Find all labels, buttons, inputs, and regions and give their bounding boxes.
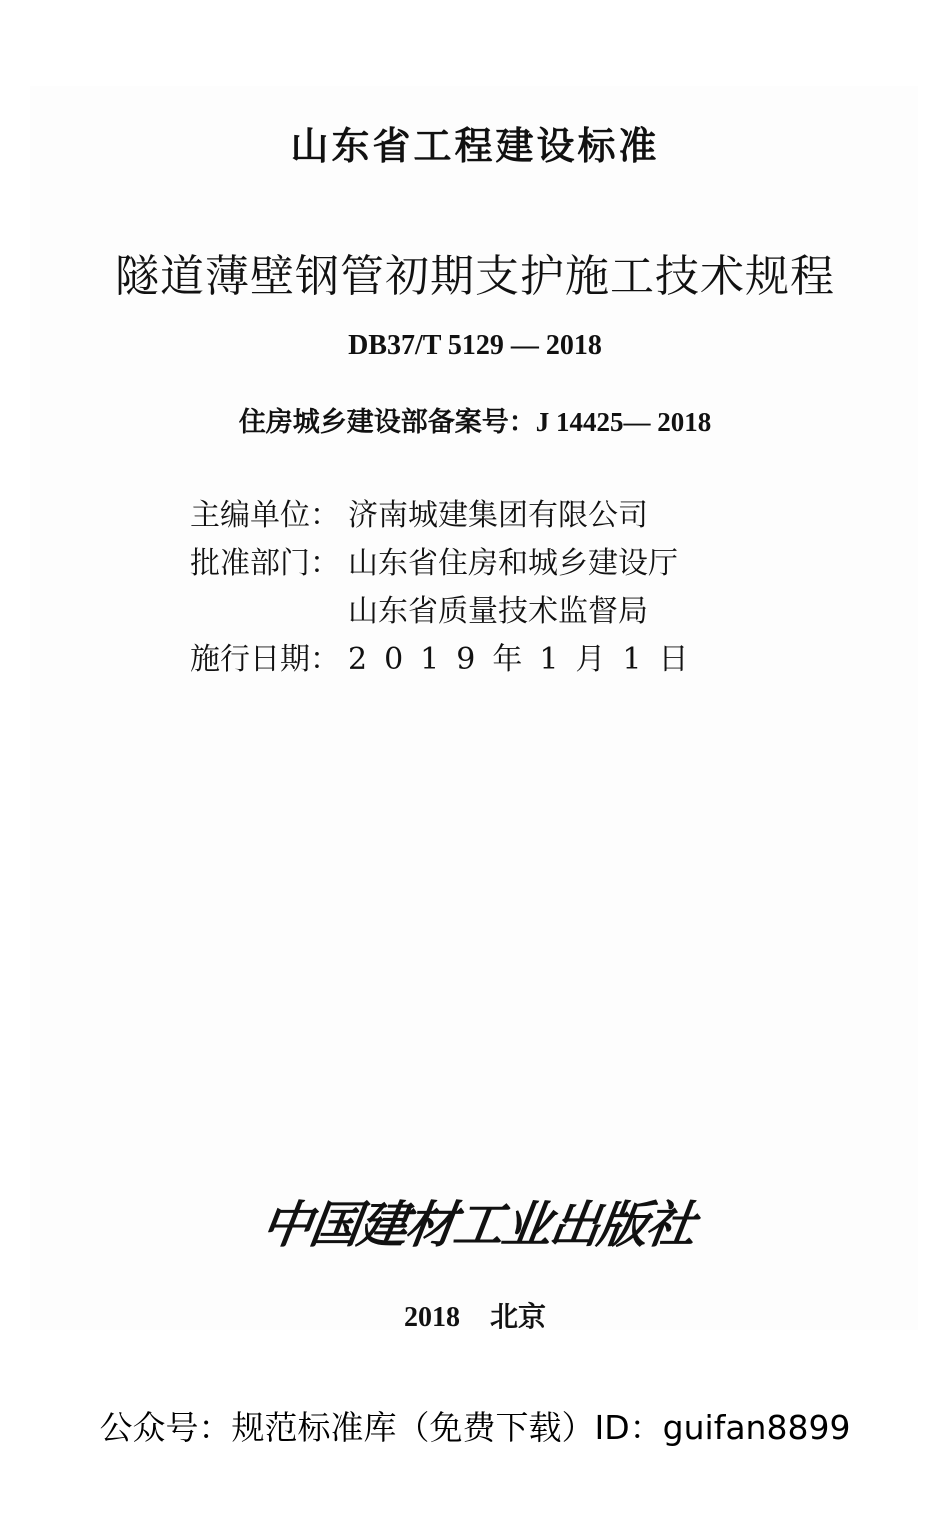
editor-row bbox=[190, 490, 648, 534]
footer-watermark-text: 公众号：规范标准库（免费下载）ID：guifan8899 bbox=[99, 1408, 851, 1447]
approval-value-2: 山东省质量技术监督局 bbox=[348, 594, 648, 629]
editor-label: 主编单位： bbox=[190, 498, 340, 533]
publication-year: 2018 bbox=[403, 1302, 460, 1333]
editor-value: 济南城建集团有限公司 bbox=[348, 498, 648, 533]
record-label: 住房城乡建设部备案号： bbox=[238, 407, 536, 438]
approval-row-2 bbox=[348, 586, 648, 630]
main-title: 隧道薄壁钢管初期支护施工技术规程 bbox=[115, 251, 835, 302]
approval-value-1: 山东省住房和城乡建设厅 bbox=[348, 546, 678, 581]
approval-label: 批准部门： bbox=[190, 546, 340, 581]
publication-line bbox=[0, 1295, 950, 1335]
publisher-logo: 中国建材工业出版社 bbox=[257, 1195, 699, 1254]
series-title: 山东省工程建设标准 bbox=[290, 124, 660, 168]
date-value: 2019年1月1日 bbox=[348, 642, 706, 677]
standard-code: DB37/T 5129 — 2018 bbox=[348, 330, 602, 361]
record-number-line bbox=[0, 400, 950, 439]
publication-city: 北京 bbox=[489, 1300, 546, 1333]
record-number: J 14425— 2018 bbox=[535, 407, 712, 437]
approval-row bbox=[190, 538, 678, 582]
date-row bbox=[190, 634, 706, 678]
date-label: 施行日期： bbox=[190, 642, 340, 677]
